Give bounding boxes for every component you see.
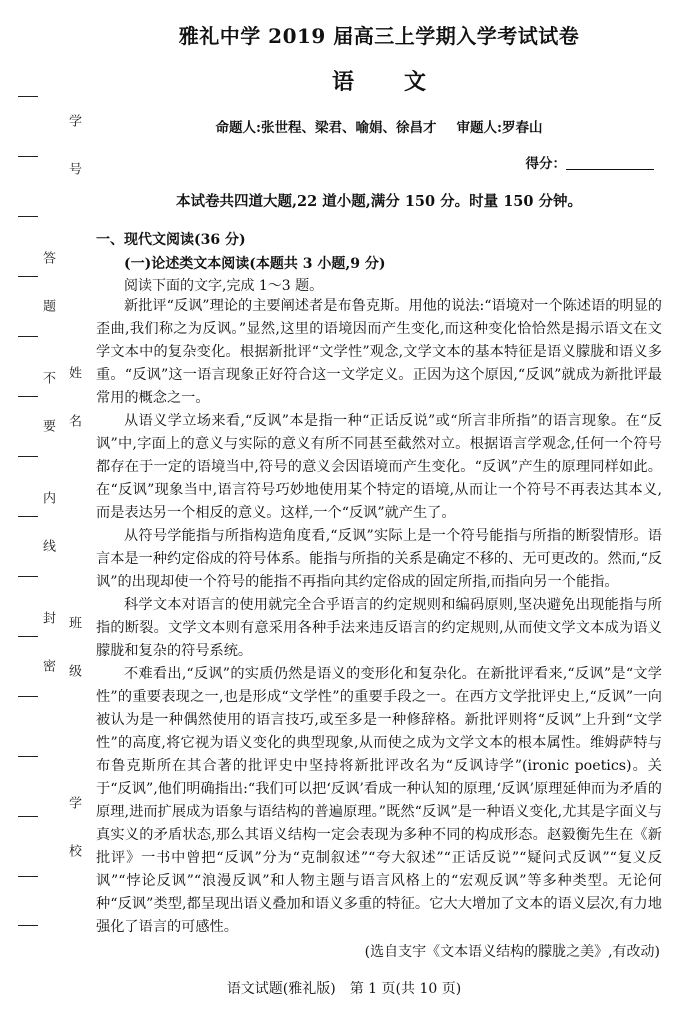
seal-notice-inside: 内 线 bbox=[40, 491, 55, 563]
seal-notice-answer: 答 题 bbox=[40, 251, 55, 323]
passage-paragraph: 从符号学能指与所指构造角度看,“反讽”实际上是一个符号能指与所指的断裂情形。语言本是一种约定俗成的符号体系。能指与所指的关系是确定不移的、无可更改的。然而,“反讽”的出现却使一个符号的能指不再指向其约定俗成的固定所指,而指向另一个能指。 bbox=[96, 528, 662, 590]
exam-instructions: 本试卷共四道大题,22 道小题,满分 150 分。时量 150 分钟。 bbox=[175, 193, 583, 210]
passage-paragraph: 新批评“反讽”理论的主要阐述者是布鲁克斯。用他的说法:“语境对一个陈述语的明显的歪曲,我们称之为反讽。”显然,这里的语境因而产生变化,而这种变化恰恰然是揭示语文在文学文本中的复杂变化。根据新批评“文学性”观念,文学文本的基本特征是语义朦胧和语义多重。“反讽”这一语言现象正好符合这一文学定义。正因为这个原因,“反讽”就成为新批评最常用的概念之一。 bbox=[96, 298, 662, 406]
seal-notice-donot: 不 要 bbox=[40, 371, 55, 443]
authors-prefix: 命题人: bbox=[215, 120, 261, 136]
subject-title: 语 文 bbox=[331, 69, 440, 95]
reading-instruction: 阅读下面的文字,完成 1～3 题。 bbox=[124, 278, 324, 294]
document-content bbox=[96, 14, 662, 961]
score-blank[interactable] bbox=[566, 155, 654, 170]
reviewer-name: 罗春山 bbox=[501, 120, 543, 136]
seal-column-student-id: 学 号 bbox=[66, 114, 81, 186]
seal-column-school: 学 校 bbox=[66, 796, 81, 868]
seal-column-name: 姓 名 bbox=[66, 366, 81, 438]
passage-paragraph: 不难看出,“反讽”的实质仍然是语义的变形化和复杂化。在新批评看来,“反讽”是“文学性”的重要表现之一,也是形成“文学性”的重要手段之一。在西方文学批评史上,“反讽”一向被认为是一种偶然使用的语言技巧,或至多是一种修辞格。新批评则将“反讽”上升到“文学性”的高度,将它视为语义变化的典型现象,从而使之成为文学文本的根本属性。维姆萨特与布鲁克斯所在其合著的批评史中坚持将新批评改名为“反讽诗学”(ironic poetics)。关于“反讽”,他们明确指出:“我们可以把‘反讽’看成一种认知的原理,‘反讽’原理延伸而为矛盾的原理,进而扩展成为语象与语结构的普遍原理。”既然“反讽”是一种语义变化,尤其是字面义与真实义的矛盾状态,那么其语义结构一定会表现为多种不同的构成形态。赵毅衡先生在《新批评》一书中曾把“反讽”分为“克制叙述”“夸大叙述”“正话反说”“疑问式反讽”“复义反讽”“悖论反讽”“浪漫反讽”和人物主题与语言风格上的“宏观反讽”等多种类型。无论何种“反讽”类型,都呈现出语义叠加和语义多重的特征。它大大增加了文本的语义层次,有力地强化了语言的可感性。 bbox=[96, 666, 662, 935]
seal-column-class: 班 级 bbox=[66, 616, 81, 688]
score-label: 得分： bbox=[525, 156, 566, 172]
page-title: 雅礼中学 2019 届高三上学期入学考试试卷 bbox=[178, 24, 580, 48]
authors-line bbox=[96, 116, 662, 136]
subsection-heading: (一)论述类文本阅读(本题共 3 小题,9 分) bbox=[124, 256, 386, 272]
authors-names: 张世程、梁君、喻娟、徐昌才 bbox=[261, 120, 437, 136]
section-heading: 一、现代文阅读(36 分) bbox=[96, 232, 246, 248]
page-footer: 语文试题(雅礼版) 第 1 页(共 10 页) bbox=[226, 981, 462, 997]
passage-paragraph: 从语义学立场来看,“反讽”本是指一种“正话反说”或“所言非所指”的语言现象。在“反讽”中,字面上的意义与实际的意义有所不同甚至截然对立。根据语言学观念,任何一个符号都存在于一定的语境当中,符号的意义会因语境而产生变化。“反讽”产生的原理同样如此。在“反讽”现象当中,语言符号巧妙地使用某个特定的语境,从而让一个符号不再表达其本义,而是表达另一个相反的意义。这样,一个“反讽”就产生了。 bbox=[96, 413, 662, 521]
passage-attribution: (选自支宇《文本语义结构的朦胧之美》,有改动) bbox=[364, 944, 660, 960]
reviewer-prefix: 审题人: bbox=[456, 120, 502, 136]
seal-line-column bbox=[8, 96, 82, 926]
score-field bbox=[96, 152, 662, 172]
seal-notice-sealed: 封 密 bbox=[40, 611, 55, 683]
passage-paragraph: 科学文本对语言的使用就完全合乎语言的约定规则和编码原则,坚决避免出现能指与所指的断裂。文学文本则有意采用各种手法来违反语言的约定规则,从而使文学文本成为语义朦胧和复杂的符号系统。 bbox=[96, 597, 662, 659]
